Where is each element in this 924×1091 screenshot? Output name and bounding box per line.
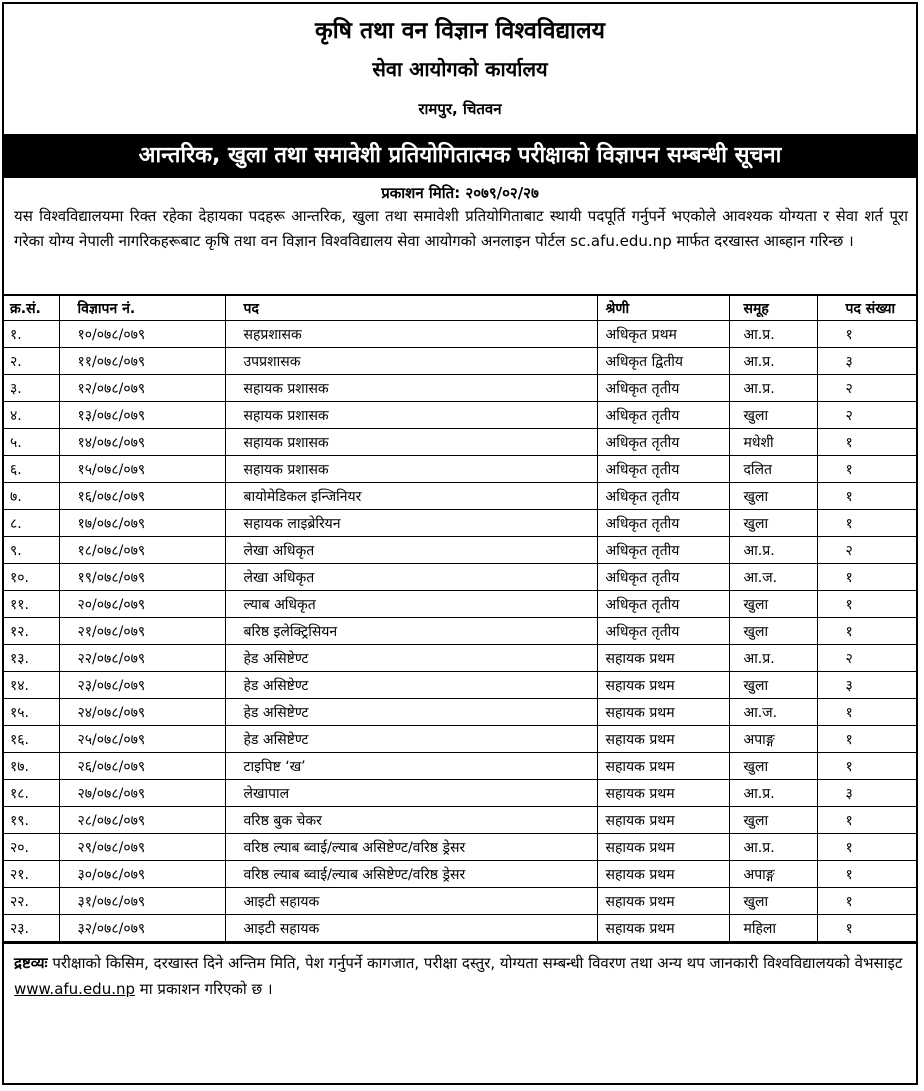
table-row xyxy=(4,645,916,672)
cell-post: बरिष्ठ इलेक्ट्रिसियन xyxy=(225,618,597,645)
cell-post-count: ३ xyxy=(817,348,916,375)
cell-advertisement-no: १४/०७८/०७९ xyxy=(59,429,225,456)
cell-post-count: १ xyxy=(817,591,916,618)
cell-post-count: १ xyxy=(817,618,916,645)
cell-post: ल्याब अधिकृत xyxy=(225,591,597,618)
office-address: रामपुर, चितवन xyxy=(418,100,502,118)
cell-group: खुला xyxy=(729,753,817,780)
cell-post-count: १ xyxy=(817,807,916,834)
cell-serial: १८. xyxy=(4,780,59,807)
header-group: समूह xyxy=(729,295,817,321)
cell-advertisement-no: १६/०७८/०७९ xyxy=(59,483,225,510)
table-row xyxy=(4,834,916,861)
office-name: सेवा आयोगको कार्यालय xyxy=(372,57,548,81)
cell-advertisement-no: १२/०७८/०७९ xyxy=(59,375,225,402)
table-row xyxy=(4,726,916,753)
cell-post: टाइपिष्ट ‘ख’ xyxy=(225,753,597,780)
cell-advertisement-no: २६/०७८/०७९ xyxy=(59,753,225,780)
cell-serial: ३. xyxy=(4,375,59,402)
cell-serial: ६. xyxy=(4,456,59,483)
cell-group: खुला xyxy=(729,402,817,429)
cell-post-count: १ xyxy=(817,861,916,888)
cell-group: आ.प्र. xyxy=(729,645,817,672)
cell-serial: ५. xyxy=(4,429,59,456)
intro-text-end: मार्फत दरखास्त आब्हान गरिन्छ । xyxy=(676,232,854,250)
table-row xyxy=(4,699,916,726)
cell-serial: २१. xyxy=(4,861,59,888)
cell-advertisement-no: २३/०७८/०७९ xyxy=(59,672,225,699)
cell-advertisement-no: २१/०७८/०७९ xyxy=(59,618,225,645)
cell-advertisement-no: २०/०७८/०७९ xyxy=(59,591,225,618)
cell-advertisement-no: २७/०७८/०७९ xyxy=(59,780,225,807)
note-section xyxy=(4,942,916,1002)
cell-advertisement-no: १८/०७८/०७९ xyxy=(59,537,225,564)
cell-post-count: २ xyxy=(817,645,916,672)
cell-post: वरिष्ठ ल्याब ब्वाई/ल्याब असिष्टेण्ट/वरिष्ठ ड्रेसर xyxy=(225,834,597,861)
table-row xyxy=(4,915,916,942)
cell-post-count: १ xyxy=(817,564,916,591)
cell-post: सहायक लाइब्रेरियन xyxy=(225,510,597,537)
cell-group: खुला xyxy=(729,483,817,510)
cell-group: खुला xyxy=(729,807,817,834)
cell-level: सहायक प्रथम xyxy=(597,780,729,807)
cell-serial: ७. xyxy=(4,483,59,510)
cell-group: मधेशी xyxy=(729,429,817,456)
table-row xyxy=(4,753,916,780)
cell-post: वरिष्ठ ल्याब ब्वाई/ल्याब असिष्टेण्ट/वरिष्ठ ड्रेसर xyxy=(225,861,597,888)
cell-group: खुला xyxy=(729,618,817,645)
cell-group: आ.प्र. xyxy=(729,780,817,807)
cell-level: सहायक प्रथम xyxy=(597,888,729,915)
cell-group: आ.ज. xyxy=(729,564,817,591)
cell-level: अधिकृत तृतीय xyxy=(597,537,729,564)
cell-serial: १९. xyxy=(4,807,59,834)
cell-group: खुला xyxy=(729,591,817,618)
cell-level: अधिकृत तृतीय xyxy=(597,591,729,618)
header-post-count: पद संख्या xyxy=(817,295,916,321)
cell-level: अधिकृत तृतीय xyxy=(597,429,729,456)
cell-advertisement-no: १०/०७८/०७९ xyxy=(59,321,225,348)
cell-post-count: २ xyxy=(817,537,916,564)
cell-post: सहायक प्रशासक xyxy=(225,456,597,483)
cell-group: आ.प्र. xyxy=(729,348,817,375)
university-name: कृषि तथा वन विज्ञान विश्वविद्यालय xyxy=(315,18,605,44)
intro-paragraph xyxy=(4,204,916,282)
header-level: श्रेणी xyxy=(597,295,729,321)
table-row xyxy=(4,807,916,834)
cell-post: सहप्रशासक xyxy=(225,321,597,348)
table-row xyxy=(4,861,916,888)
cell-level: अधिकृत तृतीय xyxy=(597,618,729,645)
website-link[interactable]: www.afu.edu.np xyxy=(14,980,135,998)
cell-post-count: २ xyxy=(817,375,916,402)
cell-level: सहायक प्रथम xyxy=(597,915,729,942)
cell-group: आ.प्र. xyxy=(729,321,817,348)
table-row xyxy=(4,537,916,564)
cell-serial: ९. xyxy=(4,537,59,564)
cell-group: खुला xyxy=(729,672,817,699)
cell-serial: १. xyxy=(4,321,59,348)
cell-advertisement-no: २८/०७८/०७९ xyxy=(59,807,225,834)
cell-serial: १२. xyxy=(4,618,59,645)
cell-level: अधिकृत तृतीय xyxy=(597,456,729,483)
cell-post: सहायक प्रशासक xyxy=(225,429,597,456)
cell-level: सहायक प्रथम xyxy=(597,753,729,780)
cell-advertisement-no: ३१/०७८/०७९ xyxy=(59,888,225,915)
cell-group: आ.प्र. xyxy=(729,834,817,861)
cell-post-count: १ xyxy=(817,456,916,483)
cell-post: हेड असिष्टेण्ट xyxy=(225,645,597,672)
cell-level: सहायक प्रथम xyxy=(597,726,729,753)
table-header-row xyxy=(4,295,916,321)
cell-serial: १६. xyxy=(4,726,59,753)
cell-post: सहायक प्रशासक xyxy=(225,402,597,429)
cell-serial: १०. xyxy=(4,564,59,591)
cell-level: सहायक प्रथम xyxy=(597,699,729,726)
cell-advertisement-no: २९/०७८/०७९ xyxy=(59,834,225,861)
table-row xyxy=(4,429,916,456)
table-row xyxy=(4,672,916,699)
cell-group: आ.प्र. xyxy=(729,537,817,564)
cell-post: हेड असिष्टेण्ट xyxy=(225,672,597,699)
cell-level: अधिकृत द्वितीय xyxy=(597,348,729,375)
notice-document xyxy=(2,2,918,1085)
cell-post: आइटी सहायक xyxy=(225,915,597,942)
cell-advertisement-no: ३२/०७८/०७९ xyxy=(59,915,225,942)
cell-advertisement-no: २२/०७८/०७९ xyxy=(59,645,225,672)
cell-level: अधिकृत तृतीय xyxy=(597,510,729,537)
cell-group: खुला xyxy=(729,510,817,537)
note-text-end: मा प्रकाशन गरिएको छ । xyxy=(139,980,273,998)
table-row xyxy=(4,888,916,915)
cell-advertisement-no: १७/०७८/०७९ xyxy=(59,510,225,537)
cell-level: अधिकृत प्रथम xyxy=(597,321,729,348)
cell-advertisement-no: २५/०७८/०७९ xyxy=(59,726,225,753)
table-row xyxy=(4,456,916,483)
cell-post-count: १ xyxy=(817,726,916,753)
table-row xyxy=(4,402,916,429)
cell-advertisement-no: १५/०७८/०७९ xyxy=(59,456,225,483)
note-text: परीक्षाको किसिम, दरखास्त दिने अन्तिम मिति, पेश गर्नुपर्ने कागजात, परीक्षा दस्तुर, योग्यता सम्बन्धी विवरण तथा अन्य थप जानकारी विश्वविद्यालयको वेभसाइट xyxy=(52,954,903,972)
cell-serial: ११. xyxy=(4,591,59,618)
cell-group: दलित xyxy=(729,456,817,483)
cell-serial: ८. xyxy=(4,510,59,537)
cell-group: खुला xyxy=(729,888,817,915)
cell-group: अपाङ्ग xyxy=(729,861,817,888)
cell-post: उपप्रशासक xyxy=(225,348,597,375)
cell-advertisement-no: ११/०७८/०७९ xyxy=(59,348,225,375)
cell-post: बायोमेडिकल इन्जिनियर xyxy=(225,483,597,510)
publish-date: प्रकाशन मिति: २०७९/०२/२७ xyxy=(381,184,539,202)
header-advertisement-no: विज्ञापन नं. xyxy=(59,295,225,321)
note-label: द्रष्टव्यः xyxy=(14,954,48,972)
cell-post: लेखा अधिकृत xyxy=(225,537,597,564)
cell-serial: २३. xyxy=(4,915,59,942)
table-row xyxy=(4,321,916,348)
table-row xyxy=(4,510,916,537)
cell-post-count: १ xyxy=(817,321,916,348)
cell-level: अधिकृत तृतीय xyxy=(597,564,729,591)
cell-post-count: १ xyxy=(817,510,916,537)
cell-group: अपाङ्ग xyxy=(729,726,817,753)
cell-post: आइटी सहायक xyxy=(225,888,597,915)
intro-text: यस विश्वविद्यालयमा रिक्त रहेका देहायका पदहरू आन्तरिक, खुला तथा समावेशी प्रतियोगिताबाट स्थायी पदपूर्ति गर्नुपर्ने भएकोले आवश्यक योग्यता र सेवा शर्त पूरा गरेका योग्य नेपाली नागरिकहरूबाट कृषि तथा वन विज्ञान विश्वविद्यालय सेवा आयोगको अनलाइन पोर्टल xyxy=(14,207,908,250)
cell-serial: २२. xyxy=(4,888,59,915)
cell-post: लेखा अधिकृत xyxy=(225,564,597,591)
table-row xyxy=(4,618,916,645)
cell-serial: १७. xyxy=(4,753,59,780)
cell-serial: २०. xyxy=(4,834,59,861)
cell-level: सहायक प्रथम xyxy=(597,672,729,699)
cell-advertisement-no: १९/०७८/०७९ xyxy=(59,564,225,591)
cell-serial: १४. xyxy=(4,672,59,699)
cell-post-count: १ xyxy=(817,834,916,861)
cell-group: आ.ज. xyxy=(729,699,817,726)
table-row xyxy=(4,348,916,375)
cell-post-count: १ xyxy=(817,699,916,726)
cell-post: वरिष्ठ बुक चेकर xyxy=(225,807,597,834)
cell-level: सहायक प्रथम xyxy=(597,861,729,888)
cell-group: महिला xyxy=(729,915,817,942)
cell-level: सहायक प्रथम xyxy=(597,834,729,861)
table-row xyxy=(4,780,916,807)
table-row xyxy=(4,591,916,618)
cell-post: लेखापाल xyxy=(225,780,597,807)
cell-post-count: १ xyxy=(817,888,916,915)
cell-post-count: १ xyxy=(817,915,916,942)
cell-advertisement-no: ३०/०७८/०७९ xyxy=(59,861,225,888)
cell-post: हेड असिष्टेण्ट xyxy=(225,699,597,726)
header-post: पद xyxy=(225,295,597,321)
cell-serial: २. xyxy=(4,348,59,375)
header-serial: क्र.सं. xyxy=(4,295,59,321)
cell-advertisement-no: १३/०७८/०७९ xyxy=(59,402,225,429)
cell-post-count: १ xyxy=(817,483,916,510)
cell-post: सहायक प्रशासक xyxy=(225,375,597,402)
table-row xyxy=(4,375,916,402)
cell-group: आ.प्र. xyxy=(729,375,817,402)
cell-serial: ४. xyxy=(4,402,59,429)
notice-title: आन्तरिक, खुला तथा समावेशी प्रतियोगितात्मक परीक्षाको विज्ञापन सम्बन्धी सूचना xyxy=(4,134,916,178)
cell-level: सहायक प्रथम xyxy=(597,807,729,834)
cell-post-count: १ xyxy=(817,429,916,456)
cell-level: सहायक प्रथम xyxy=(597,645,729,672)
cell-level: अधिकृत तृतीय xyxy=(597,375,729,402)
cell-advertisement-no: २४/०७८/०७९ xyxy=(59,699,225,726)
portal-url: sc.afu.edu.np xyxy=(570,232,672,250)
cell-post-count: ३ xyxy=(817,672,916,699)
cell-post-count: २ xyxy=(817,402,916,429)
notice-header xyxy=(4,4,916,134)
vacancy-table xyxy=(4,294,916,942)
cell-post-count: १ xyxy=(817,753,916,780)
table-row xyxy=(4,564,916,591)
cell-level: अधिकृत तृतीय xyxy=(597,483,729,510)
cell-post: हेड असिष्टेण्ट xyxy=(225,726,597,753)
cell-serial: १३. xyxy=(4,645,59,672)
table-row xyxy=(4,483,916,510)
cell-level: अधिकृत तृतीय xyxy=(597,402,729,429)
cell-serial: १५. xyxy=(4,699,59,726)
cell-post-count: ३ xyxy=(817,780,916,807)
